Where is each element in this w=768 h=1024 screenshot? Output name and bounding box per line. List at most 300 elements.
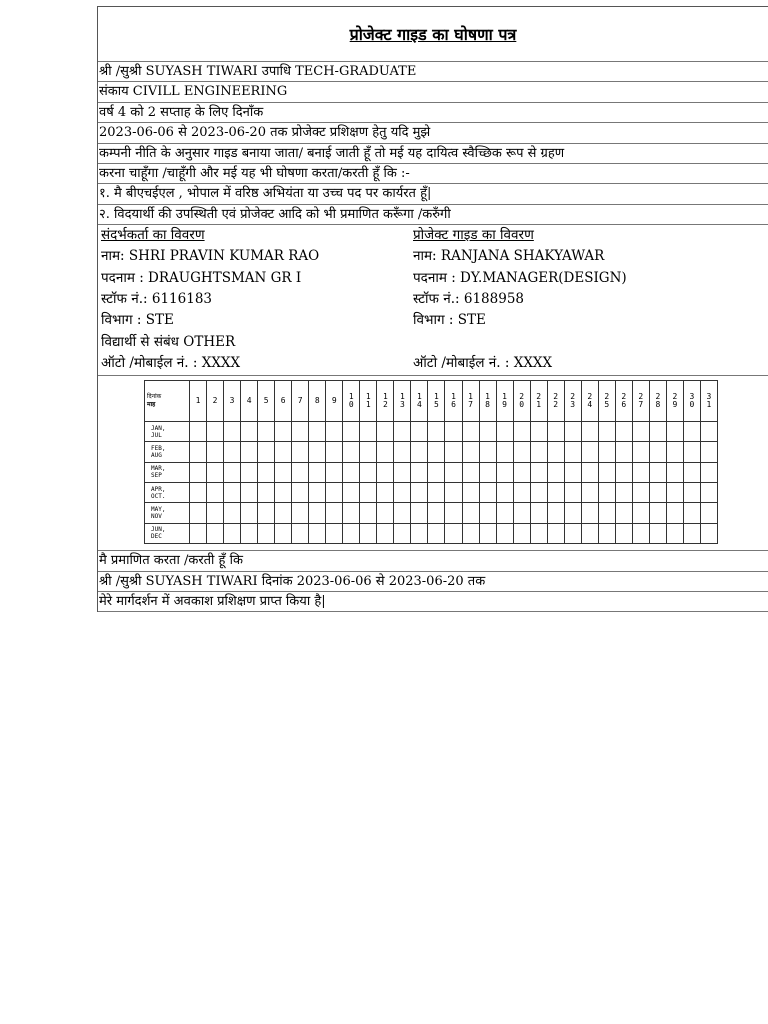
calendar-cell[interactable] (649, 442, 666, 462)
calendar-cell[interactable] (632, 503, 649, 523)
calendar-day-digit: 1 (434, 392, 439, 402)
calendar-cell[interactable] (309, 523, 326, 543)
calendar-day-digit: 2 (570, 392, 576, 402)
calendar-cell[interactable] (632, 462, 649, 482)
calendar-day-digit: 0 (348, 400, 354, 410)
calendar-cell[interactable] (377, 523, 394, 543)
calendar-cell[interactable] (360, 422, 377, 442)
faculty-line: संकाय CIVILL ENGINEERING (98, 82, 768, 102)
attendance-calendar (144, 380, 718, 544)
calendar-cell[interactable] (632, 422, 649, 442)
calendar-day-digit: 7 (468, 400, 473, 410)
calendar-month-text: JUL (151, 431, 162, 439)
calendar-day-header (462, 381, 479, 422)
calendar-day-digit: 4 (587, 400, 593, 410)
calendar-cell[interactable] (683, 503, 700, 523)
calendar-day-digit: 1 (365, 392, 371, 402)
calendar-cell[interactable] (258, 523, 275, 543)
calendar-cell[interactable] (428, 503, 445, 523)
calendar-cell[interactable] (326, 483, 343, 503)
calendar-cell[interactable] (479, 462, 496, 482)
calendar-day-digit: 1 (502, 392, 507, 402)
calendar-cell[interactable] (360, 523, 377, 543)
calendar-cell[interactable] (496, 483, 513, 503)
calendar-cell[interactable] (513, 523, 530, 543)
calendar-cell[interactable] (632, 483, 649, 503)
calendar-cell[interactable] (547, 422, 564, 442)
calendar-day-header (666, 381, 683, 422)
calendar-day-digit: 8 (485, 400, 490, 410)
calendar-cell[interactable] (360, 503, 377, 523)
calendar-cell[interactable] (445, 483, 462, 503)
calendar-cell[interactable] (207, 422, 224, 442)
calendar-month-text: FEB, (151, 445, 166, 453)
calendar-cell[interactable] (700, 422, 717, 442)
calendar-cell[interactable] (343, 503, 360, 523)
calendar-day-header (292, 381, 309, 422)
calendar-day-header (377, 381, 394, 422)
calendar-cell[interactable] (564, 503, 581, 523)
calendar-cell[interactable] (666, 523, 683, 543)
calendar-day-digit: 5 (604, 400, 610, 410)
calendar-day-header (581, 381, 598, 422)
calendar-cell[interactable] (224, 523, 241, 543)
calendar-cell[interactable] (207, 523, 224, 543)
calendar-day-digit: 1 (485, 392, 490, 402)
calendar-month-text: AUG (151, 452, 162, 460)
calendar-cell[interactable] (666, 422, 683, 442)
calendar-day-digit: 5 (434, 400, 439, 410)
calendar-cell[interactable] (496, 523, 513, 543)
calendar-cell[interactable] (496, 442, 513, 462)
calendar-cell[interactable] (190, 503, 207, 523)
calendar-cell[interactable] (462, 483, 479, 503)
calendar-cell[interactable] (292, 503, 309, 523)
calendar-day-header (241, 381, 258, 422)
calendar-cell[interactable] (598, 422, 615, 442)
calendar-cell[interactable] (394, 422, 411, 442)
calendar-day-digit: 6 (621, 400, 627, 410)
calendar-month-text: SEP (151, 472, 162, 480)
calendar-day-header (394, 381, 411, 422)
calendar-cell[interactable] (581, 462, 598, 482)
calendar-cell[interactable] (190, 483, 207, 503)
referrer-designation: पदनाम : DRAUGHTSMAN GR I (101, 269, 302, 286)
calendar-cell[interactable] (547, 462, 564, 482)
guide-spacer (413, 332, 763, 353)
calendar-cell[interactable] (258, 422, 275, 442)
calendar-cell[interactable] (700, 462, 717, 482)
calendar-cell[interactable] (513, 503, 530, 523)
calendar-cell[interactable] (615, 523, 632, 543)
calendar-cell[interactable] (615, 442, 632, 462)
calendar-day-digit: 3 (229, 396, 235, 406)
calendar-cell[interactable] (445, 503, 462, 523)
calendar-day-header (564, 381, 581, 422)
calendar-cell[interactable] (598, 462, 615, 482)
calendar-cell[interactable] (530, 483, 547, 503)
calendar-cell[interactable] (666, 483, 683, 503)
calendar-cell[interactable] (309, 503, 326, 523)
calendar-day-header (683, 381, 700, 422)
calendar-cell[interactable] (309, 442, 326, 462)
calendar-cell[interactable] (360, 483, 377, 503)
calendar-cell[interactable] (666, 462, 683, 482)
calendar-header-row (145, 381, 718, 422)
title-row (98, 7, 768, 62)
calendar-cell[interactable] (326, 422, 343, 442)
calendar-cell[interactable] (547, 503, 564, 523)
calendar-cell[interactable] (547, 523, 564, 543)
calendar-cell[interactable] (241, 523, 258, 543)
calendar-cell[interactable] (275, 442, 292, 462)
calendar-cell[interactable] (564, 483, 581, 503)
calendar-cell[interactable] (615, 503, 632, 523)
calendar-day-header (224, 381, 241, 422)
calendar-day-header (428, 381, 445, 422)
calendar-cell[interactable] (615, 422, 632, 442)
calendar-cell[interactable] (479, 503, 496, 523)
calendar-cell[interactable] (292, 422, 309, 442)
calendar-cell[interactable] (190, 462, 207, 482)
calendar-day-header (275, 381, 292, 422)
calendar-cell[interactable] (462, 503, 479, 523)
calendar-cell[interactable] (275, 462, 292, 482)
calendar-cell[interactable] (428, 442, 445, 462)
calendar-day-digit: 3 (399, 400, 405, 410)
calendar-cell[interactable] (513, 442, 530, 462)
calendar-cell[interactable] (394, 483, 411, 503)
guide-name: नाम: RANJANA SHAKYAWAR (413, 248, 605, 265)
point-one: १. मै बीएचईएल , भोपाल में वरिष्ठ अभियंता या उच्च पद पर कार्यरत हूँ| (98, 184, 768, 204)
certify-student-line: श्री /सुश्री SUYASH TIWARI दिनांक 2023-06-06 से 2023-06-20 तक (98, 572, 768, 592)
calendar-cell[interactable] (258, 503, 275, 523)
calendar-cell[interactable] (649, 503, 666, 523)
calendar-cell[interactable] (207, 503, 224, 523)
guide-staff-no: स्टॉफ नं.: 6188958 (413, 291, 524, 308)
calendar-cell[interactable] (343, 442, 360, 462)
student-name-line: श्री /सुश्री SUYASH TIWARI उपाधि TECH-GRADUATE (98, 62, 768, 82)
calendar-day-digit: 5 (263, 396, 269, 406)
calendar-cell[interactable] (377, 462, 394, 482)
calendar-cell[interactable] (224, 503, 241, 523)
calendar-month-text: MAR, (151, 465, 166, 473)
calendar-cell[interactable] (564, 523, 581, 543)
calendar-cell[interactable] (513, 483, 530, 503)
calendar-day-header (649, 381, 666, 422)
calendar-cell[interactable] (445, 442, 462, 462)
calendar-cell[interactable] (649, 422, 666, 442)
calendar-cell[interactable] (547, 442, 564, 462)
calendar-month-row (145, 442, 718, 462)
calendar-cell[interactable] (564, 442, 581, 462)
calendar-cell[interactable] (207, 483, 224, 503)
calendar-cell[interactable] (411, 442, 428, 462)
calendar-cell[interactable] (649, 462, 666, 482)
calendar-day-digit: 1 (365, 400, 371, 410)
calendar-month-text: JUN, (151, 526, 166, 534)
calendar-cell[interactable] (309, 462, 326, 482)
calendar-cell[interactable] (496, 503, 513, 523)
calendar-cell[interactable] (258, 483, 275, 503)
calendar-cell[interactable] (666, 442, 683, 462)
calendar-cell[interactable] (343, 523, 360, 543)
calendar-cell[interactable] (224, 442, 241, 462)
calendar-month-label (145, 523, 190, 543)
calendar-cell[interactable] (615, 462, 632, 482)
calendar-cell[interactable] (581, 503, 598, 523)
calendar-corner-date-label: दिनांक (147, 393, 162, 401)
calendar-cell[interactable] (377, 483, 394, 503)
calendar-cell[interactable] (479, 422, 496, 442)
calendar-cell[interactable] (309, 483, 326, 503)
calendar-cell[interactable] (241, 422, 258, 442)
calendar-cell[interactable] (292, 462, 309, 482)
calendar-day-digit: 4 (246, 396, 252, 406)
calendar-day-header (700, 381, 717, 422)
calendar-cell[interactable] (462, 523, 479, 543)
calendar-cell[interactable] (445, 523, 462, 543)
calendar-cell[interactable] (445, 422, 462, 442)
calendar-cell[interactable] (428, 523, 445, 543)
calendar-cell[interactable] (581, 442, 598, 462)
calendar-cell[interactable] (207, 462, 224, 482)
calendar-day-digit: 3 (706, 392, 712, 402)
calendar-cell[interactable] (377, 503, 394, 523)
calendar-cell[interactable] (360, 462, 377, 482)
calendar-cell[interactable] (615, 483, 632, 503)
calendar-cell[interactable] (343, 483, 360, 503)
calendar-cell[interactable] (411, 503, 428, 523)
declaration-line: करना चाहूँगा /चाहूँगी और मई यह भी घोषणा करता/करती हूँ कि :- (98, 164, 768, 184)
calendar-cell[interactable] (207, 442, 224, 462)
calendar-cell[interactable] (547, 483, 564, 503)
calendar-month-label (145, 442, 190, 462)
guide-details (413, 225, 763, 374)
calendar-cell[interactable] (479, 483, 496, 503)
calendar-cell[interactable] (683, 462, 700, 482)
calendar-day-digit: 6 (451, 400, 456, 410)
declaration-form (97, 6, 768, 612)
calendar-cell[interactable] (360, 442, 377, 462)
calendar-cell[interactable] (581, 422, 598, 442)
calendar-cell[interactable] (377, 442, 394, 462)
calendar-cell[interactable] (411, 462, 428, 482)
calendar-cell[interactable] (326, 442, 343, 462)
calendar-cell[interactable] (224, 483, 241, 503)
calendar-cell[interactable] (394, 442, 411, 462)
calendar-cell[interactable] (530, 503, 547, 523)
calendar-cell[interactable] (496, 462, 513, 482)
calendar-cell[interactable] (258, 462, 275, 482)
calendar-day-digit: 7 (638, 400, 644, 410)
calendar-day-digit: 2 (672, 392, 678, 402)
calendar-cell[interactable] (581, 483, 598, 503)
calendar-cell[interactable] (683, 442, 700, 462)
calendar-cell[interactable] (564, 422, 581, 442)
calendar-month-row (145, 462, 718, 482)
calendar-cell[interactable] (394, 503, 411, 523)
calendar-day-digit: 1 (195, 396, 201, 406)
calendar-cell[interactable] (496, 422, 513, 442)
calendar-cell[interactable] (598, 523, 615, 543)
calendar-month-label (145, 422, 190, 442)
calendar-cell[interactable] (275, 523, 292, 543)
calendar-cell[interactable] (241, 483, 258, 503)
calendar-month-label (145, 483, 190, 503)
calendar-cell[interactable] (649, 523, 666, 543)
year-line: वर्ष 4 को 2 सप्ताह के लिए दिनाँक (98, 103, 768, 123)
referrer-heading: संदर्भकर्ता का विवरण (101, 227, 205, 244)
calendar-cell[interactable] (292, 483, 309, 503)
calendar-cell[interactable] (564, 462, 581, 482)
calendar-day-header (326, 381, 343, 422)
calendar-cell[interactable] (700, 483, 717, 503)
form-title: प्रोजेक्ट गाइड का घोषणा पत्र (349, 25, 517, 44)
calendar-day-digit: 8 (655, 400, 661, 410)
calendar-cell[interactable] (530, 523, 547, 543)
details-section (98, 225, 768, 376)
calendar-day-digit: 8 (314, 396, 320, 406)
calendar-day-digit: 2 (212, 396, 218, 406)
calendar-day-header (598, 381, 615, 422)
calendar-cell[interactable] (632, 523, 649, 543)
calendar-month-row (145, 503, 718, 523)
calendar-cell[interactable] (598, 483, 615, 503)
calendar-day-header (632, 381, 649, 422)
calendar-cell[interactable] (326, 503, 343, 523)
calendar-cell[interactable] (411, 483, 428, 503)
calendar-cell[interactable] (258, 442, 275, 462)
calendar-day-digit: 9 (502, 400, 507, 410)
calendar-cell[interactable] (343, 462, 360, 482)
referrer-details (101, 225, 406, 374)
calendar-cell[interactable] (241, 503, 258, 523)
calendar-day-digit: 2 (553, 392, 559, 402)
calendar-cell[interactable] (632, 442, 649, 462)
calendar-day-digit: 1 (536, 400, 542, 410)
calendar-cell[interactable] (241, 442, 258, 462)
calendar-cell[interactable] (309, 422, 326, 442)
calendar-cell[interactable] (581, 523, 598, 543)
calendar-cell[interactable] (513, 462, 530, 482)
calendar-cell[interactable] (462, 422, 479, 442)
calendar-month-text: NOV (151, 513, 162, 521)
calendar-cell[interactable] (275, 422, 292, 442)
calendar-day-digit: 9 (331, 396, 337, 406)
calendar-cell[interactable] (530, 442, 547, 462)
calendar-cell[interactable] (479, 442, 496, 462)
guide-mobile: ऑटो /मोबाईल नं. : XXXX (413, 354, 553, 371)
calendar-cell[interactable] (700, 523, 717, 543)
calendar-corner (145, 381, 190, 422)
calendar-cell[interactable] (666, 503, 683, 523)
calendar-cell[interactable] (241, 462, 258, 482)
date-range-line: 2023-06-06 से 2023-06-20 तक प्रोजेक्ट प्रशिक्षण हेतु यदि मुझे (98, 123, 768, 143)
calendar-cell[interactable] (326, 462, 343, 482)
calendar-day-digit: 1 (706, 400, 712, 410)
calendar-month-text: OCT. (151, 492, 166, 500)
referrer-staff-no: स्टॉफ नं.: 6116183 (101, 291, 212, 308)
calendar-month-text: DEC (151, 533, 162, 541)
calendar-day-header (530, 381, 547, 422)
calendar-cell[interactable] (428, 462, 445, 482)
calendar-cell[interactable] (224, 462, 241, 482)
calendar-cell[interactable] (326, 523, 343, 543)
calendar-cell[interactable] (275, 503, 292, 523)
calendar-day-digit: 2 (519, 392, 525, 402)
calendar-cell[interactable] (598, 503, 615, 523)
calendar-day-digit: 2 (604, 392, 610, 402)
calendar-cell[interactable] (700, 503, 717, 523)
calendar-cell[interactable] (428, 483, 445, 503)
guide-designation: पदनाम : DY.MANAGER(DESIGN) (413, 269, 627, 286)
calendar-day-header (343, 381, 360, 422)
calendar-cell[interactable] (530, 462, 547, 482)
calendar-month-text: APR, (151, 485, 166, 493)
calendar-day-digit: 1 (451, 392, 456, 402)
calendar-cell[interactable] (394, 462, 411, 482)
calendar-month-label (145, 462, 190, 482)
policy-line: कम्पनी नीति के अनुसार गाइड बनाया जाता/ बनाई जाती हूँ तो मई यह दायित्व स्वैच्छिक रूप से ग्रहण (98, 144, 768, 164)
calendar-day-header (496, 381, 513, 422)
calendar-day-digit: 1 (382, 392, 388, 402)
certify-training-line: मेरे मार्गदर्शन में अवकाश प्रशिक्षण प्राप्त किया है| (98, 592, 768, 612)
calendar-cell[interactable] (292, 523, 309, 543)
calendar-cell[interactable] (394, 523, 411, 543)
calendar-cell[interactable] (530, 422, 547, 442)
calendar-cell[interactable] (649, 483, 666, 503)
calendar-cell[interactable] (190, 422, 207, 442)
calendar-cell[interactable] (683, 523, 700, 543)
calendar-cell[interactable] (479, 523, 496, 543)
calendar-day-digit: 2 (655, 392, 661, 402)
calendar-cell[interactable] (411, 523, 428, 543)
calendar-cell[interactable] (513, 422, 530, 442)
calendar-cell[interactable] (445, 462, 462, 482)
calendar-cell[interactable] (377, 422, 394, 442)
calendar-cell[interactable] (224, 422, 241, 442)
attendance-calendar-section (98, 376, 768, 551)
calendar-cell[interactable] (462, 462, 479, 482)
calendar-cell[interactable] (428, 422, 445, 442)
calendar-cell[interactable] (683, 483, 700, 503)
calendar-cell[interactable] (343, 422, 360, 442)
calendar-month-row (145, 523, 718, 543)
calendar-day-digit: 2 (638, 392, 644, 402)
calendar-day-digit: 7 (297, 396, 303, 406)
calendar-day-digit: 0 (689, 400, 695, 410)
calendar-cell[interactable] (190, 523, 207, 543)
calendar-cell[interactable] (462, 442, 479, 462)
calendar-day-digit: 2 (536, 392, 542, 402)
point-two: २. विदयार्थी की उपस्थिती एवं प्रोजेक्ट आदि को भी प्रमाणित करूँगा /करुँगी (98, 205, 768, 225)
referrer-mobile: ऑटो /मोबाईल नं. : XXXX (101, 354, 241, 371)
calendar-cell[interactable] (700, 442, 717, 462)
calendar-cell[interactable] (683, 422, 700, 442)
calendar-cell[interactable] (292, 442, 309, 462)
calendar-cell[interactable] (411, 422, 428, 442)
calendar-day-digit: 3 (689, 392, 695, 402)
calendar-day-digit: 1 (399, 392, 405, 402)
calendar-day-header (309, 381, 326, 422)
calendar-cell[interactable] (275, 483, 292, 503)
certify-line: मै प्रमाणित करता /करती हूँ कि (98, 551, 768, 571)
calendar-cell[interactable] (190, 442, 207, 462)
referrer-name: नाम: SHRI PRAVIN KUMAR RAO (101, 248, 320, 265)
calendar-cell[interactable] (598, 442, 615, 462)
calendar-month-row (145, 483, 718, 503)
